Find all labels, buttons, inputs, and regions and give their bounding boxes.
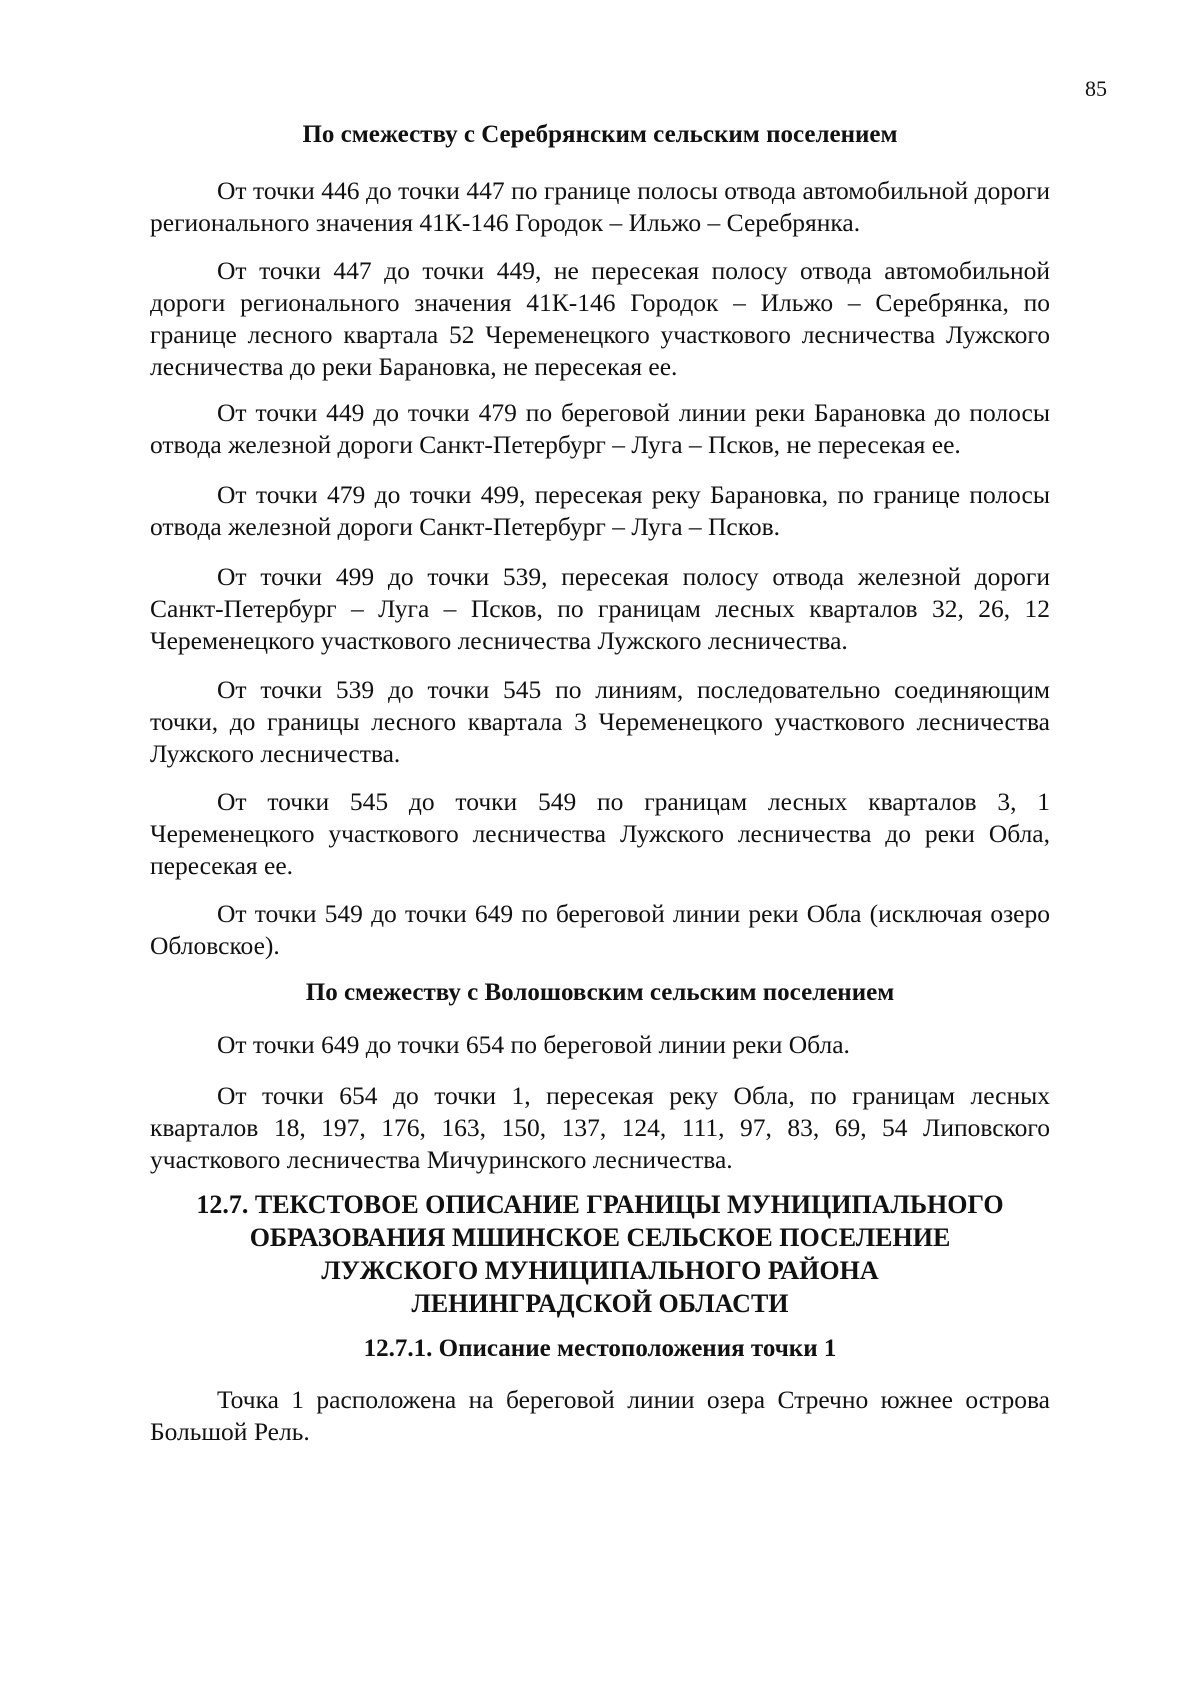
chapter-title-line: ОБРАЗОВАНИЯ МШИНСКОЕ СЕЛЬСКОЕ ПОСЕЛЕНИЕ bbox=[249, 1223, 951, 1252]
paragraph: От точки 545 до точки 549 по границам лесных кварталов 3, 1 Череменецкого участкового лесничества Лужского лесничества до реки Обла, пересекая ее. bbox=[150, 787, 1050, 880]
chapter-title-line: ЛЕНИНГРАДСКОЙ ОБЛАСТИ bbox=[411, 1289, 789, 1318]
page-number: 85 bbox=[1085, 76, 1107, 101]
paragraph: От точки 479 до точки 499, пересекая реку Барановка, по границе полосы отвода железной дороги Санкт-Петербург – Луга – Псков. bbox=[150, 480, 1050, 541]
paragraph: От точки 446 до точки 447 по границе полосы отвода автомобильной дороги регионального значения 41К-146 Городок – Ильжо – Серебрянка. bbox=[150, 176, 1050, 237]
subsection-heading: 12.7.1. Описание местоположения точки 1 bbox=[363, 1335, 837, 1362]
paragraph: От точки 654 до точки 1, пересекая реку Обла, по границам лесных кварталов 18, 197, 176, 163, 150, 137, 124, 111, 97, 83, 69, 54 Липовского участкового лесничества Мичуринского лесничества. bbox=[150, 1081, 1050, 1174]
paragraph: От точки 499 до точки 539, пересекая полосу отвода железной дороги Санкт-Петербург – Луга – Псков, по границам лесных кварталов 32, 26, 12 Череменецкого участкового лесничества Лужского лесничества. bbox=[150, 562, 1050, 655]
paragraph: От точки 447 до точки 449, не пересекая полосу отвода автомобильной дороги регионального значения 41К-146 Городок – Ильжо – Серебрянка, по границе лесного квартала 52 Череменецкого участкового лесничества Лужского лесничества до реки Барановка, не пересекая ее. bbox=[150, 256, 1050, 381]
paragraph: От точки 539 до точки 545 по линиям, последовательно соединяющим точки, до границы лесного квартала 3 Череменецкого участкового лесничества Лужского лесничества. bbox=[150, 675, 1050, 768]
paragraph: От точки 449 до точки 479 по береговой линии реки Барановка до полосы отвода железной дороги Санкт-Петербург – Луга – Псков, не пересекая ее. bbox=[150, 398, 1050, 459]
section-heading-serebryanka: По смежеству с Серебрянским сельским поселением bbox=[302, 121, 898, 148]
chapter-title-line: 12.7. ТЕКСТОВОЕ ОПИСАНИЕ ГРАНИЦЫ МУНИЦИПАЛЬНОГО bbox=[196, 1190, 1004, 1219]
paragraph: Точка 1 расположена на береговой линии озера Стречно южнее острова Большой Рель. bbox=[150, 1385, 1050, 1446]
paragraph: От точки 549 до точки 649 по береговой линии реки Обла (исключая озеро Обловское). bbox=[150, 899, 1050, 960]
chapter-title-line: ЛУЖСКОГО МУНИЦИПАЛЬНОГО РАЙОНА bbox=[321, 1256, 879, 1285]
section-heading-voloshovo: По смежеству с Волошовским сельским поселением bbox=[305, 979, 895, 1006]
chapter-title bbox=[150, 1188, 1050, 1320]
paragraph: От точки 649 до точки 654 по береговой линии реки Обла. bbox=[217, 1030, 850, 1059]
